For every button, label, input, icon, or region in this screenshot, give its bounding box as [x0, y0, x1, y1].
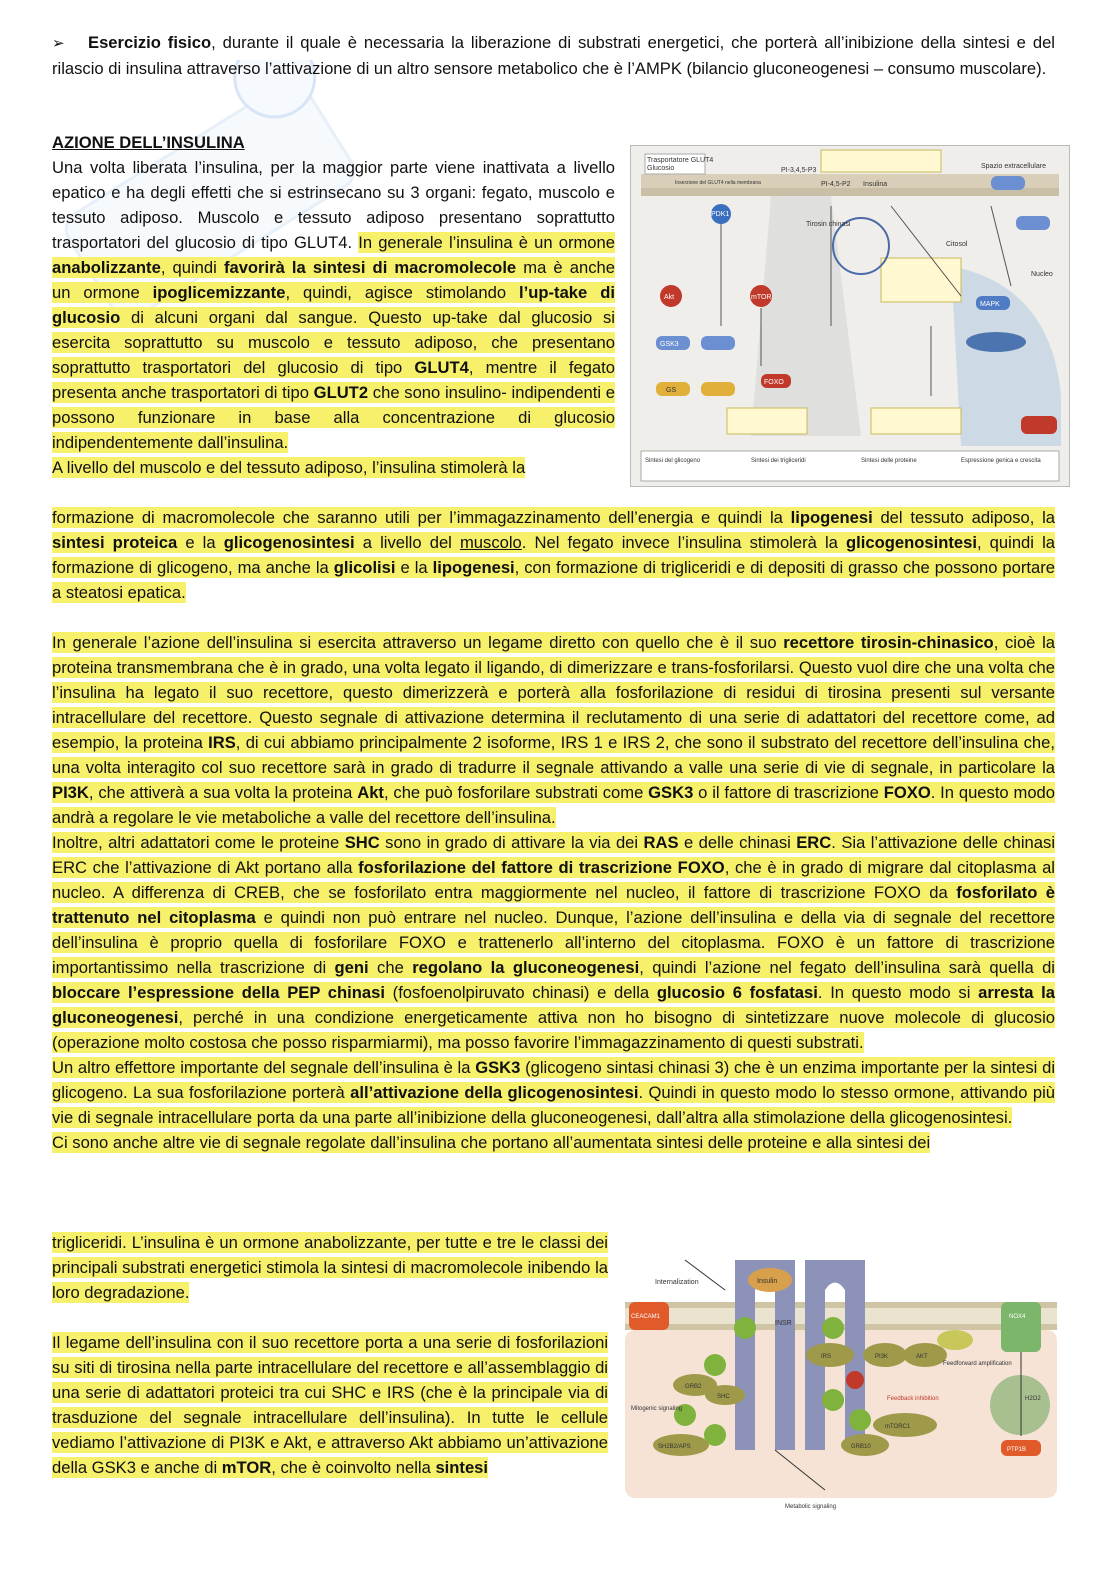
fig1-label-espressione: Espressione genica e crescita: [961, 458, 1041, 464]
fig2-label-feedforward: Feedforward amplification: [943, 1361, 1012, 1367]
fig2-label-mitogenic: Mitogenic signaling: [631, 1406, 683, 1412]
fig1-label-glucosio: Glucosio: [647, 165, 675, 172]
fig2-label-feedback: Feedback inhibition: [887, 1396, 939, 1402]
fig2-label-mtorc1: mTORC1: [885, 1424, 911, 1430]
sec2-run-11: FOXO: [883, 783, 931, 802]
sec3-run-7: fosforilazione del fattore di trascrizione FOXO: [358, 858, 725, 877]
sec1contb-run-3: sintesi proteica: [52, 533, 178, 552]
section1-highlight: [52, 232, 615, 453]
fig2-label-metabolic: Metabolic signaling: [785, 1504, 837, 1510]
section5-full-line: Ci sono anche altre vie di segnale regolate dall’insulina che portano all’aumentata sintesi delle proteine e alla sintesi dei: [52, 1133, 931, 1152]
sec1contb-run-14: , con formazione di trigliceridi e di depositi di grasso che possono portare a steatosi epatica.: [52, 558, 1055, 602]
sec3-run-8: , che è in grado di migrare dal citoplasma al nucleo. A differenza di CREB, che se fosforilato entra maggiormente nel nucleo, il fattore di trascrizione FOXO da: [52, 858, 1055, 902]
fig2-label-h2o2: H2O2: [1025, 1396, 1041, 1402]
fig2-label-pi3k: PI3K: [875, 1354, 889, 1360]
section1-plain: Una volta liberata l’insulina, per la maggior parte viene inattivata a livello epatico e ha degli effetti che si estrinsecano su 3 organi: fegato, muscolo e tessuto adiposo. Muscolo e tessuto adiposo presentano soprattutto trasportatori del glucosio di tipo GLUT4.: [52, 158, 615, 252]
fig2-label-ceacam1: CEACAM1: [631, 1314, 661, 1320]
sec1contb-run-0: formazione di macromolecole che saranno utili per l’immagazzinamento dell’energia e quindi la: [52, 508, 791, 527]
fig1-label-citosol: Citosol: [946, 241, 968, 248]
sec1contb-run-12: e la: [395, 558, 433, 577]
sec3-run-5: ERC: [796, 833, 832, 852]
section3-paragraph: [52, 832, 1055, 1053]
fig2-label-akt: AKT: [916, 1354, 928, 1360]
sec2-run-0: In generale l’azione dell’insulina si esercita attraverso un legame diretto con quello che è il suo: [52, 633, 784, 652]
sec4-run-4: . Quindi in questo modo lo stesso ormone, attivando più vie di segnale intracellulare porta da una parte all’inibizione della gluconeogenesi, dall’altra alla stimolazione della glicogenosintesi.: [52, 1083, 1055, 1127]
sec2-run-2: , cioè la proteina transmembrana che è in grado, una volta legato il ligando, di dimerizzare e trans-fosforilarsi. Questo vuol dire che una volta che l’insulina ha legato il suo recettore, questo dimerizzerà e porterà alla fosforilazione di residui di tirosina presenti sul versante intracellulare del recettore. Questo segnale di attivazione determina il reclutamento di una serie di adattatori del recettore come, ad esempio, la proteina: [52, 633, 1055, 752]
sec1hl-run-6: , quindi, agisce stimolando: [285, 283, 520, 302]
sec1hl-run-9: GLUT4: [414, 358, 469, 377]
sec1contb-run-4: e la: [177, 533, 224, 552]
insulin-pathway-diagram: [631, 146, 1069, 486]
sec3-run-2: sono in grado di attivare la via dei: [379, 833, 644, 852]
sections-2-4: [52, 630, 1055, 1155]
section2-paragraph: [52, 632, 1055, 828]
sec1contb-run-8: . Nel fegato invece l’insulina stimolerà la: [521, 533, 847, 552]
fig2-label-ptp1b: PTP1B: [1007, 1447, 1027, 1453]
sec1hl-run-0: In generale l’insulina è un ormone: [358, 233, 615, 252]
sec2-run-3: IRS: [208, 733, 236, 752]
sec3-run-0: Inoltre, altri adattatori come le proteine: [52, 833, 345, 852]
fig1-label-pip3: PI-3,4,5-P3: [781, 167, 817, 174]
sec1contb-run-11: glicolisi: [333, 558, 396, 577]
fig2-label-sh2b2: SH2B2/APS: [658, 1444, 691, 1450]
sec1contb-run-7: muscolo: [459, 533, 522, 552]
sec1contb-run-9: glicogenosintesi: [846, 533, 977, 552]
sec2-run-6: , che attiverà a sua volta la proteina: [88, 783, 358, 802]
sec3-run-1: SHC: [344, 833, 380, 852]
fig1-label-mtor: mTOR: [751, 294, 772, 301]
sec4-run-0: Un altro effettore importante del segnale dell’insulina è la: [52, 1058, 476, 1077]
fig1-label-akt: Akt: [664, 294, 675, 301]
sec2-run-8: , che può fosforilare substrati come: [383, 783, 649, 802]
fig1-label-extracellulare: Spazio extracellulare: [981, 163, 1046, 170]
section-title: AZIONE DELL’INSULINA: [52, 133, 245, 152]
sec2-run-10: o il fattore di trascrizione: [693, 783, 884, 802]
section6-paragraph: [52, 1332, 608, 1478]
fig2-label-nox4: NOX4: [1009, 1314, 1026, 1320]
sec2-run-1: recettore tirosin-chinasico: [783, 633, 994, 652]
sec3-run-14: , quindi l’azione nel fegato dell’insulina sarà quella di: [639, 958, 1055, 977]
fig1-label-glut4: Trasportatore GLUT4: [647, 157, 714, 164]
fig2-label-internalization: Internalization: [655, 1279, 699, 1286]
fig1-label-inserzione: Inserzione del GLUT4 nella membrana: [675, 180, 761, 186]
sec2-run-5: PI3K: [52, 783, 89, 802]
sec1hl-run-2: , quindi: [160, 258, 224, 277]
fig1-label-sintesi-glicogeno: Sintesi del glicogeno: [645, 458, 701, 464]
section-title-block: [52, 130, 552, 155]
section1-continuation-a: A livello del muscolo e del tessuto adiposo, l’insulina stimolerà la: [52, 458, 526, 477]
section1-continuation-full: [52, 505, 1055, 605]
sec1contb-run-10: , quindi la formazione di glicogeno, ma anche la: [52, 533, 1055, 577]
sec1hl-run-5: ipoglicemizzante: [152, 283, 286, 302]
sec1contb-run-6: a livello del: [354, 533, 460, 552]
sec3-run-16: (fosfoenolpiruvato chinasi) e della: [384, 983, 657, 1002]
sec6-run-0: Il legame dell’insulina con il suo recettore porta a una serie di fosforilazioni su siti di tirosina nella parte intracellulare del recettore e all’assemblaggio di una serie di adattatori proteici tra cui SHC e IRS (che è la principale via di trasduzione del segnale intracellulare dell’insulina). In tutte le cellule vediamo l’attivazione di PI3K e Akt, e attraverso Akt abbiamo un’attivazione della GSK3 e anche di: [52, 1333, 608, 1477]
sec3-run-20: , perché in una condizione energeticamente attiva non ho bisogno di sintetizzare nuove molecole di glucosio (operazione molto costosa che posso risparmiarmi), ma posso favorire l’immagazzinamento di questi substrati.: [52, 1008, 1055, 1052]
intro-text: , durante il quale è necessaria la liberazione di substrati energetici, che porterà all’inibizione della sintesi e del rilascio di insulina attraverso l’attivazione di un altro sensore metabolico che è l’AMPK (bilancio gluconeogenesi – consumo muscolare).: [52, 33, 1055, 78]
fig1-label-foxo: FOXO: [764, 379, 784, 386]
sec3-run-17: glucosio 6 fosfatasi: [656, 983, 818, 1002]
sec4-run-3: all’attivazione della glicogenosintesi: [350, 1083, 639, 1102]
sec1hl-run-1: anabolizzante: [52, 258, 161, 277]
fig1-label-tirosin: Tirosin chinasi: [806, 221, 851, 228]
sec6-run-3: sintesi: [435, 1458, 489, 1477]
fig1-label-mapk: MAPK: [980, 301, 1000, 308]
intro-bullet: [52, 30, 1055, 81]
sec1hl-run-12: che sono insulino- indipendenti e possono funzionare in base alla concentrazione di glucosio indipendentemente dall’insulina.: [52, 383, 615, 452]
sec1hl-run-10: , mentre il fegato presenta anche trasportatori di tipo: [52, 358, 615, 402]
fig1-label-pip2: PI-4,5-P2: [821, 181, 851, 188]
section5-rest: trigliceridi. L’insulina è un ormone anabolizzante, per tutte e tre le classi dei principali substrati energetici stimola la sintesi di macromolecole inibendo la loro degradazione.: [52, 1233, 608, 1302]
sec3-run-12: che: [368, 958, 413, 977]
sec3-run-15: bloccare l’espressione della PEP chinasi: [52, 983, 385, 1002]
sec1hl-run-8: di alcuni organi dal sangue. Questo up-take dal glucosio si esercita soprattutto su muscolo e tessuto adiposo, che presentano soprattutto trasportatori del glucosio di tipo: [52, 308, 615, 377]
sec1hl-run-7: l’up-take di glucosio: [52, 283, 615, 327]
fig2-label-irs: IRS: [821, 1354, 832, 1360]
fig1-label-sintesi-trigliceridi: Sintesi dei trigliceridi: [751, 458, 806, 464]
sec1hl-run-4: ma è anche un ormone: [52, 258, 615, 302]
sec3-run-19: arresta la gluconeogenesi: [52, 983, 1055, 1027]
sec3-run-3: RAS: [643, 833, 679, 852]
sec1contb-run-5: glicogenosintesi: [223, 533, 355, 552]
sec4-run-2: (glicogeno sintasi chinasi 3) che è un enzima importante per la sintesi di glicogeno. La sua fosforilazione porterà: [52, 1058, 1056, 1102]
sec6-run-1: mTOR: [221, 1458, 272, 1477]
fig2-label-grb10: GRB10: [851, 1444, 871, 1450]
section1-column: [52, 155, 615, 480]
fig1-label-sintesi-proteine: Sintesi delle proteine: [861, 458, 917, 464]
sec3-run-18: . In questo modo si: [817, 983, 979, 1002]
intro-term: Esercizio fisico: [88, 33, 212, 52]
sec3-run-13: regolano la gluconeogenesi: [412, 958, 640, 977]
sec1contb-run-13: lipogenesi: [432, 558, 515, 577]
sec1hl-run-3: favorirà la sintesi di macromolecole: [223, 258, 517, 277]
section1-continuation-b: [52, 507, 1055, 603]
section4-paragraph: [52, 1057, 1055, 1128]
sec3-run-11: geni: [334, 958, 369, 977]
sec2-run-7: Akt: [357, 783, 384, 802]
sec2-run-9: GSK3: [648, 783, 694, 802]
sec1contb-run-1: lipogenesi: [790, 508, 873, 527]
sec3-run-6: . Sia l’attivazione delle chinasi ERC che l’attivazione di Akt portano alla: [52, 833, 1056, 877]
bullet-arrow-icon: ➢: [52, 35, 65, 52]
figure-insulin-pathway: [630, 145, 1070, 487]
fig1-label-gs: GS: [666, 387, 677, 394]
sec2-run-4: , di cui abbiamo principalmente 2 isoforme, IRS 1 e IRS 2, che sono il substrato del recettore dell’insulina che, una volta interagito col suo recettore sarà in grado di tradurre il segnale attivando a valle una serie di vie di segnale, in particolare la: [52, 733, 1055, 777]
sections-5-6-column: [52, 1230, 608, 1480]
fig1-label-insulina: Insulina: [863, 181, 888, 188]
fig2-label-grb2: GRB2: [685, 1384, 702, 1390]
fig1-label-gsk3: GSK3: [660, 341, 679, 348]
fig2-label-insulin: Insulin: [757, 1278, 778, 1285]
sec1hl-run-11: GLUT2: [313, 383, 369, 402]
sec3-run-9: fosforilato è trattenuto nel citoplasma: [52, 883, 1056, 927]
fig1-label-pdk1: PDK1: [711, 211, 730, 218]
fig1-label-nucleo: Nucleo: [1031, 271, 1053, 278]
fig2-label-insr: INSR: [775, 1320, 792, 1327]
sec1contb-run-2: del tessuto adiposo, la: [872, 508, 1055, 527]
sec6-run-2: , che è coinvolto nella: [271, 1458, 436, 1477]
insulin-receptor-diagram: [625, 1250, 1057, 1518]
sec3-run-10: e quindi non può entrare nel nucleo. Dunque, l’azione dell’insulina e della via di segnale del recettore dell’insulina è proprio quella di fosforilare FOXO e trattenerlo all’interno del citoplasma. FOXO è un fattore di trascrizione importantissimo nella trascrizione di: [52, 908, 1055, 977]
figure-insulin-receptor: [625, 1250, 1057, 1518]
sec2-run-12: . In questo modo andrà a regolare le vie metaboliche a valle del recettore dell’insulina.: [52, 783, 1055, 827]
fig2-label-shc: SHC: [717, 1394, 730, 1400]
sec3-run-4: e delle chinasi: [678, 833, 797, 852]
sec4-run-1: GSK3: [475, 1058, 521, 1077]
